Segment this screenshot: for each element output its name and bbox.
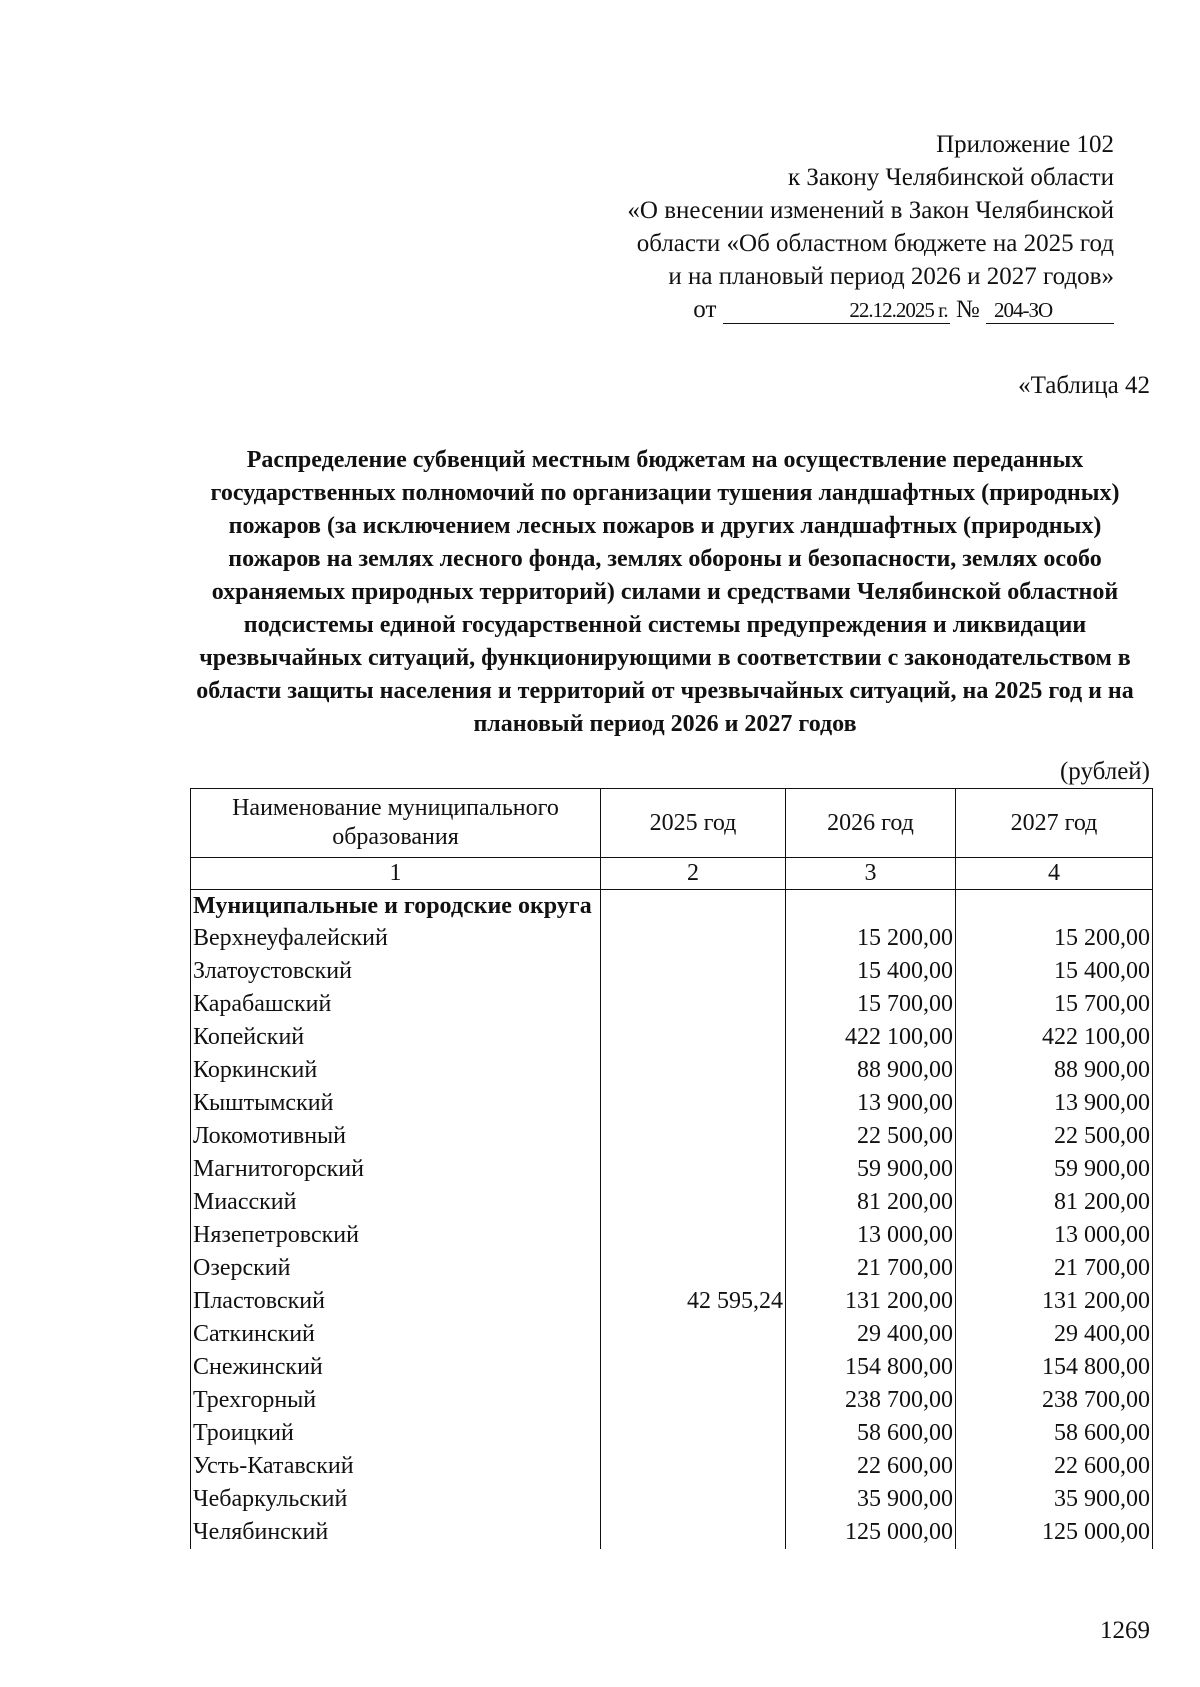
- value-2025: [601, 1516, 786, 1549]
- law-date: 22.12.2025 г.: [723, 297, 950, 324]
- column-number: 1: [191, 858, 601, 890]
- value-2025: [601, 1318, 786, 1351]
- value-2026: 58 600,00: [786, 1417, 956, 1450]
- table-row: [191, 1186, 1153, 1219]
- value-2026: 22 600,00: [786, 1450, 956, 1483]
- municipality-name: Усть-Катавский: [191, 1450, 601, 1483]
- value-2027: 238 700,00: [956, 1384, 1153, 1417]
- table-header-row: [191, 789, 1153, 858]
- municipality-name: Нязепетровский: [191, 1219, 601, 1252]
- table-row: [191, 1021, 1153, 1054]
- municipality-name: Троицкий: [191, 1417, 601, 1450]
- value-2026: 238 700,00: [786, 1384, 956, 1417]
- table-row: [191, 1285, 1153, 1318]
- value-2025: [601, 1351, 786, 1384]
- value-2026: 21 700,00: [786, 1252, 956, 1285]
- table-row: [191, 1219, 1153, 1252]
- value-2026: 29 400,00: [786, 1318, 956, 1351]
- units-label: (рублей): [1059, 758, 1150, 785]
- header-2026: 2026 год: [786, 789, 956, 858]
- group-label: Муниципальные и городские округа: [191, 890, 601, 923]
- value-2027: 59 900,00: [956, 1153, 1153, 1186]
- value-2025: [601, 1054, 786, 1087]
- value-2027: 22 500,00: [956, 1120, 1153, 1153]
- value-2027: 58 600,00: [956, 1417, 1153, 1450]
- municipality-name: Челябинский: [191, 1516, 601, 1549]
- appendix-line-4: области «Об областном бюджете на 2025 год: [636, 230, 1114, 257]
- column-number-row: [191, 858, 1153, 890]
- value-2027: 125 000,00: [956, 1516, 1153, 1549]
- table-row: [191, 1483, 1153, 1516]
- column-number: 4: [956, 858, 1153, 890]
- value-2026: 13 000,00: [786, 1219, 956, 1252]
- appendix-line-3: «О внесении изменений в Закон Челябинской: [627, 197, 1114, 224]
- header-2025: 2025 год: [601, 789, 786, 858]
- value-2027: 35 900,00: [956, 1483, 1153, 1516]
- value-2026: 15 400,00: [786, 955, 956, 988]
- municipality-name: Коркинский: [191, 1054, 601, 1087]
- table-row: [191, 1351, 1153, 1384]
- table-row: [191, 988, 1153, 1021]
- value-2025: [601, 1384, 786, 1417]
- value-2026: 422 100,00: [786, 1021, 956, 1054]
- appendix-line-2: к Закону Челябинской области: [788, 164, 1114, 191]
- value-2025: [601, 1450, 786, 1483]
- municipality-name: Миасский: [191, 1186, 601, 1219]
- municipality-name: Магнитогорский: [191, 1153, 601, 1186]
- value-2027: 21 700,00: [956, 1252, 1153, 1285]
- header-municipality: Наименование муниципального образования: [191, 789, 601, 858]
- value-2026: 154 800,00: [786, 1351, 956, 1384]
- table-row: [191, 922, 1153, 955]
- value-2027: 154 800,00: [956, 1351, 1153, 1384]
- table-row: [191, 955, 1153, 988]
- page-number: 1269: [1100, 1617, 1150, 1644]
- value-2025: [601, 1120, 786, 1153]
- municipality-name: Чебаркульский: [191, 1483, 601, 1516]
- value-2025: 42 595,24: [601, 1285, 786, 1318]
- value-2025: [601, 1021, 786, 1054]
- law-number: 204-ЗО: [986, 297, 1114, 324]
- value-2025: [601, 922, 786, 955]
- value-2025: [601, 1186, 786, 1219]
- value-2025: [601, 1219, 786, 1252]
- municipality-name: Карабашский: [191, 988, 601, 1021]
- value-2027: 15 700,00: [956, 988, 1153, 1021]
- document-title: Распределение субвенций местным бюджетам на осуществление переданных государственных полномочий по организации тушения ландшафтных (природных) пожаров (за исключением лесных пожаров и других ландшафтных (природных) пожаров на землях лесного фонда, землях обороны и безопасности, землях особо охраняемых природных территорий) силами и средствами Челябинской областной подсистемы единой государственной системы предупреждения и ликвидации чрезвычайных ситуаций, функционирующими в соответствии с законодательством в области защиты населения и территорий от чрезвычайных ситуаций, на 2025 год и на плановый период 2026 и 2027 годов: [196, 447, 1134, 737]
- group-row: [191, 890, 1153, 923]
- table-row: [191, 1087, 1153, 1120]
- municipality-name: Златоустовский: [191, 955, 601, 988]
- date-prefix: от: [693, 296, 717, 323]
- table-row: [191, 1054, 1153, 1087]
- value-2026: 22 500,00: [786, 1120, 956, 1153]
- number-prefix: №: [955, 296, 980, 323]
- value-2027: 88 900,00: [956, 1054, 1153, 1087]
- value-2027: 15 400,00: [956, 955, 1153, 988]
- value-2025: [601, 1483, 786, 1516]
- table-row: [191, 1417, 1153, 1450]
- value-2027: 13 000,00: [956, 1219, 1153, 1252]
- municipality-name: Пластовский: [191, 1285, 601, 1318]
- table-row: [191, 1153, 1153, 1186]
- municipality-name: Локомотивный: [191, 1120, 601, 1153]
- budget-table: [190, 788, 1153, 1549]
- appendix-header: [627, 128, 1114, 326]
- value-2025: [601, 1087, 786, 1120]
- municipality-name: Саткинский: [191, 1318, 601, 1351]
- value-2026: 81 200,00: [786, 1186, 956, 1219]
- value-2026: 125 000,00: [786, 1516, 956, 1549]
- municipality-name: Верхнеуфалейский: [191, 922, 601, 955]
- value-2027: 13 900,00: [956, 1087, 1153, 1120]
- table-row: [191, 1252, 1153, 1285]
- table-row: [191, 1384, 1153, 1417]
- table-label: «Таблица 42: [1018, 372, 1150, 399]
- value-2026: 59 900,00: [786, 1153, 956, 1186]
- value-2026: 15 200,00: [786, 922, 956, 955]
- appendix-date-line: [627, 293, 1114, 326]
- value-2027: 22 600,00: [956, 1450, 1153, 1483]
- municipality-name: Озерский: [191, 1252, 601, 1285]
- value-2025: [601, 988, 786, 1021]
- value-2027: 29 400,00: [956, 1318, 1153, 1351]
- value-2026: 131 200,00: [786, 1285, 956, 1318]
- value-2027: 15 200,00: [956, 922, 1153, 955]
- municipality-name: Снежинский: [191, 1351, 601, 1384]
- value-2025: [601, 1153, 786, 1186]
- municipality-name: Трехгорный: [191, 1384, 601, 1417]
- header-2027: 2027 год: [956, 789, 1153, 858]
- column-number: 2: [601, 858, 786, 890]
- municipality-name: Копейский: [191, 1021, 601, 1054]
- table-row: [191, 1450, 1153, 1483]
- column-number: 3: [786, 858, 956, 890]
- value-2027: 131 200,00: [956, 1285, 1153, 1318]
- value-2025: [601, 1417, 786, 1450]
- table-row: [191, 1120, 1153, 1153]
- appendix-line-1: Приложение 102: [936, 131, 1114, 158]
- value-2025: [601, 955, 786, 988]
- appendix-line-5: и на плановый период 2026 и 2027 годов»: [668, 263, 1114, 290]
- value-2026: 13 900,00: [786, 1087, 956, 1120]
- value-2027: 422 100,00: [956, 1021, 1153, 1054]
- value-2026: 88 900,00: [786, 1054, 956, 1087]
- table-row: [191, 1318, 1153, 1351]
- municipality-name: Кыштымский: [191, 1087, 601, 1120]
- table-row: [191, 1516, 1153, 1549]
- value-2026: 35 900,00: [786, 1483, 956, 1516]
- value-2025: [601, 1252, 786, 1285]
- value-2026: 15 700,00: [786, 988, 956, 1021]
- value-2027: 81 200,00: [956, 1186, 1153, 1219]
